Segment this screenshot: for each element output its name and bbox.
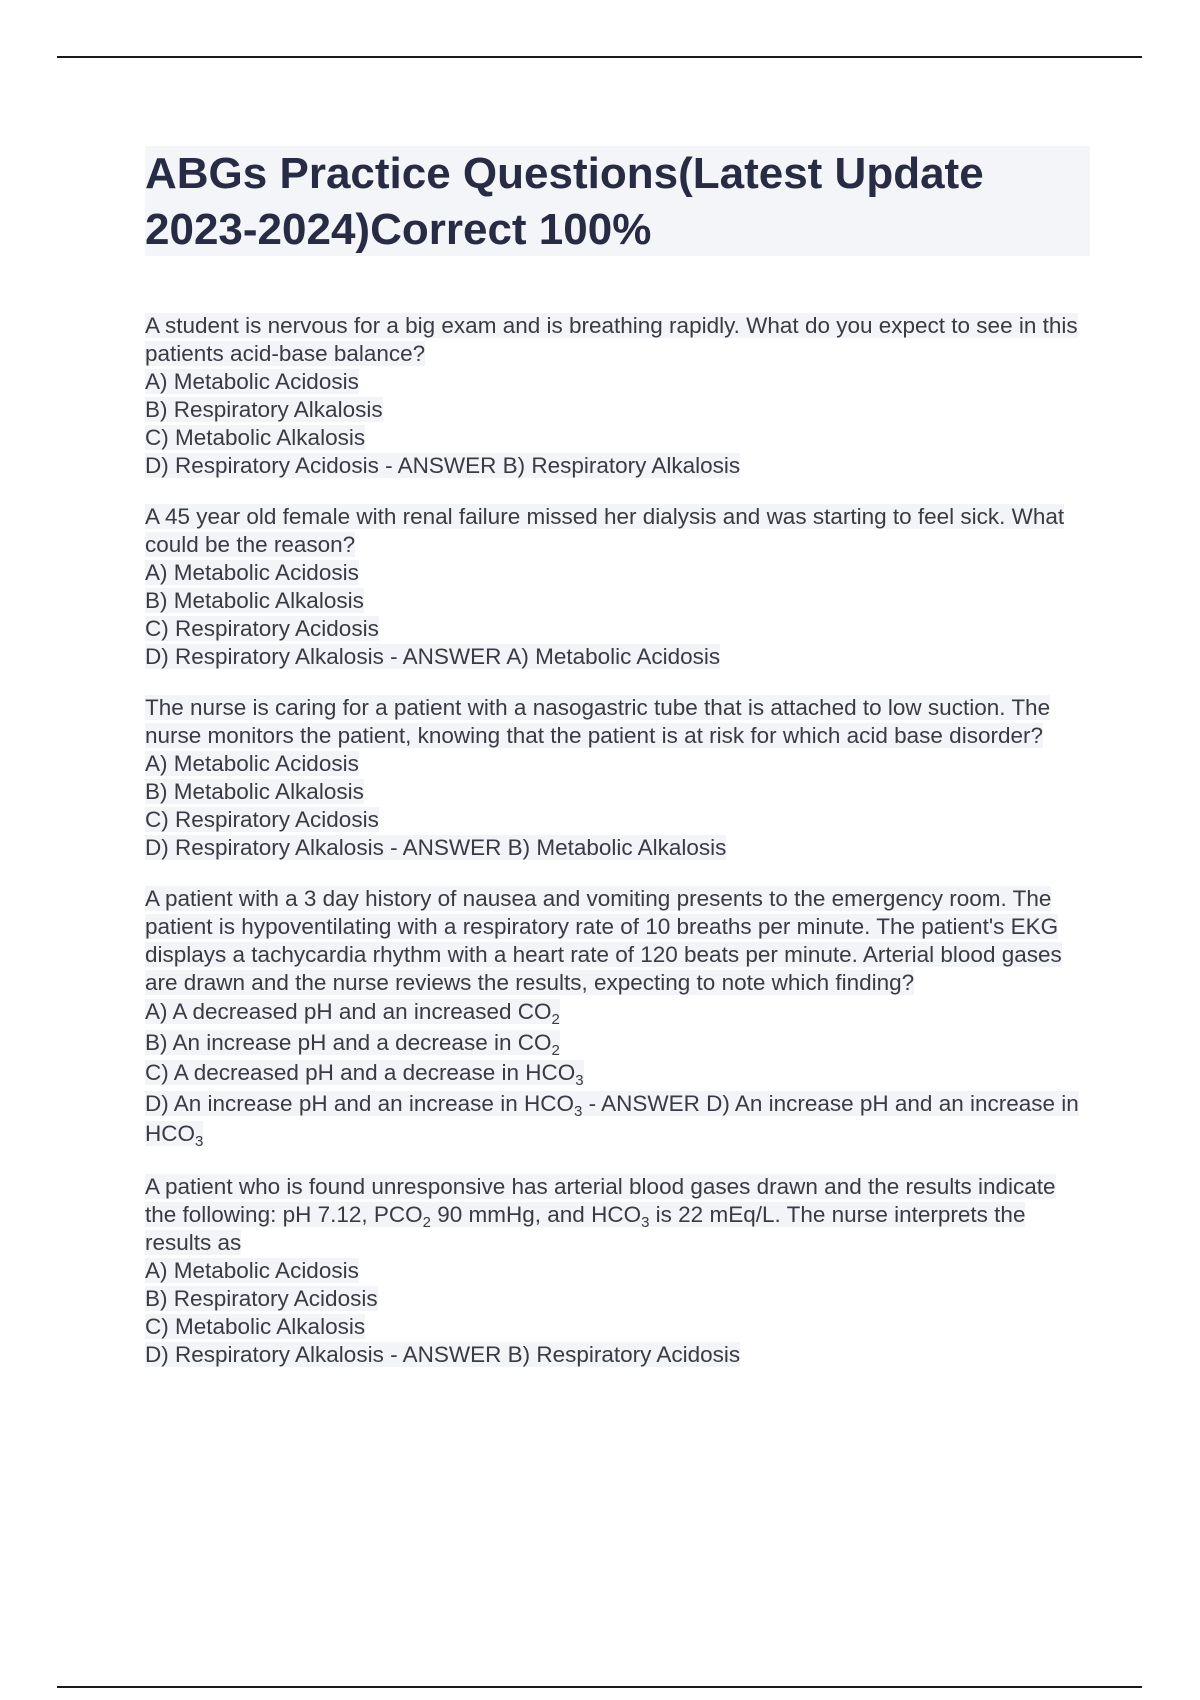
option-d-answer (145, 452, 1090, 480)
question-3 (145, 694, 1090, 862)
option-d-answer (145, 643, 1090, 671)
option-d-answer-text: D) Respiratory Alkalosis - ANSWER B) Respiratory Acidosis (145, 1341, 741, 1367)
option-c (145, 806, 1090, 834)
option-c-text: C) Metabolic Alkalosis (145, 425, 366, 450)
option-a (145, 1257, 1090, 1285)
option-d-answer (145, 1341, 1090, 1369)
option-a-text: A) Metabolic Acidosis (145, 751, 359, 776)
option-list (145, 368, 1090, 480)
option-c-text: C) Metabolic Alkalosis (145, 1313, 366, 1339)
question-list (145, 312, 1090, 1392)
question-stem-text: A patient with a 3 day history of nausea and vomiting presents to the emergency room. The patient is hypoventilating with a respiratory rate of 10 breaths per minute. The patient's EKG displays a tachycardia rhythm with a heart rate of 120 beats per minute. Arterial blood gases are drawn and the nurse reviews the results, expecting to note which finding? (145, 886, 1062, 995)
option-b-text: B) Metabolic Alkalosis (145, 588, 364, 613)
option-c (145, 1313, 1090, 1341)
option-list (145, 559, 1090, 671)
option-d-answer-text: D) An increase pH and an increase in $HCO_3$ - ANSWER D) An increase pH and an increase in $HCO_3$ (145, 1090, 1079, 1150)
question-stem (145, 694, 1090, 750)
option-b (145, 587, 1090, 615)
document-title: ABGs Practice Questions(Latest Update 2023-2024)Correct 100% (145, 149, 984, 254)
option-b-text: B) Respiratory Acidosis (145, 1285, 378, 1311)
option-d-answer (145, 834, 1090, 862)
question-stem-text: A 45 year old female with renal failure missed her dialysis and was starting to feel sick. What could be the reason? (145, 504, 1065, 557)
option-b (145, 778, 1090, 806)
question-5 (145, 1173, 1090, 1369)
option-b (145, 396, 1090, 424)
option-c-text: C) Respiratory Acidosis (145, 807, 379, 832)
question-stem (145, 503, 1090, 559)
question-2 (145, 503, 1090, 671)
question-stem-text: A student is nervous for a big exam and is breathing rapidly. What do you expect to see in this patients acid-base balance? (145, 313, 1078, 366)
question-stem (145, 1173, 1090, 1257)
option-a-text: A) A decreased pH and an increased $CO_2$ (145, 999, 560, 1028)
bottom-rule (57, 1686, 1142, 1688)
question-1 (145, 312, 1090, 480)
option-d-answer (145, 1089, 1090, 1150)
question-stem-text: A patient who is found unresponsive has arterial blood gases drawn and the results indicate the following: pH 7.12, $PCO_2$ 90 mmHg, and $HCO_3$ is 22 mEq/L. The nurse interprets the results as (145, 1173, 1056, 1255)
option-d-answer-text: D) Respiratory Acidosis - ANSWER B) Respiratory Alkalosis (145, 453, 741, 478)
option-a (145, 997, 1090, 1028)
option-b (145, 1028, 1090, 1059)
option-b (145, 1285, 1090, 1313)
option-a (145, 750, 1090, 778)
top-rule (57, 56, 1142, 58)
question-stem (145, 885, 1090, 997)
option-b-text: B) An increase pH and a decrease in $CO_2$ (145, 1029, 560, 1059)
option-a-text: A) Metabolic Acidosis (145, 369, 359, 394)
title-block (145, 146, 1090, 256)
option-c (145, 615, 1090, 643)
option-list (145, 750, 1090, 862)
option-a-text: A) Metabolic Acidosis (145, 560, 359, 585)
option-list (145, 997, 1090, 1150)
option-b-text: B) Respiratory Alkalosis (145, 397, 383, 422)
option-d-answer-text: D) Respiratory Alkalosis - ANSWER A) Metabolic Acidosis (145, 644, 721, 669)
option-list (145, 1257, 1090, 1369)
question-4 (145, 885, 1090, 1150)
option-d-answer-text: D) Respiratory Alkalosis - ANSWER B) Metabolic Alkalosis (145, 835, 727, 860)
option-b-text: B) Metabolic Alkalosis (145, 779, 364, 804)
option-a (145, 368, 1090, 396)
option-c (145, 1058, 1090, 1089)
question-stem-text: The nurse is caring for a patient with a nasogastric tube that is attached to low suction. The nurse monitors the patient, knowing that the patient is at risk for which acid base disorder? (145, 695, 1051, 748)
option-c-text: C) Respiratory Acidosis (145, 616, 379, 641)
option-a (145, 559, 1090, 587)
option-c (145, 424, 1090, 452)
question-stem (145, 312, 1090, 368)
option-a-text: A) Metabolic Acidosis (145, 1257, 359, 1283)
option-c-text: C) A decreased pH and a decrease in $HCO_3$ (145, 1060, 584, 1089)
